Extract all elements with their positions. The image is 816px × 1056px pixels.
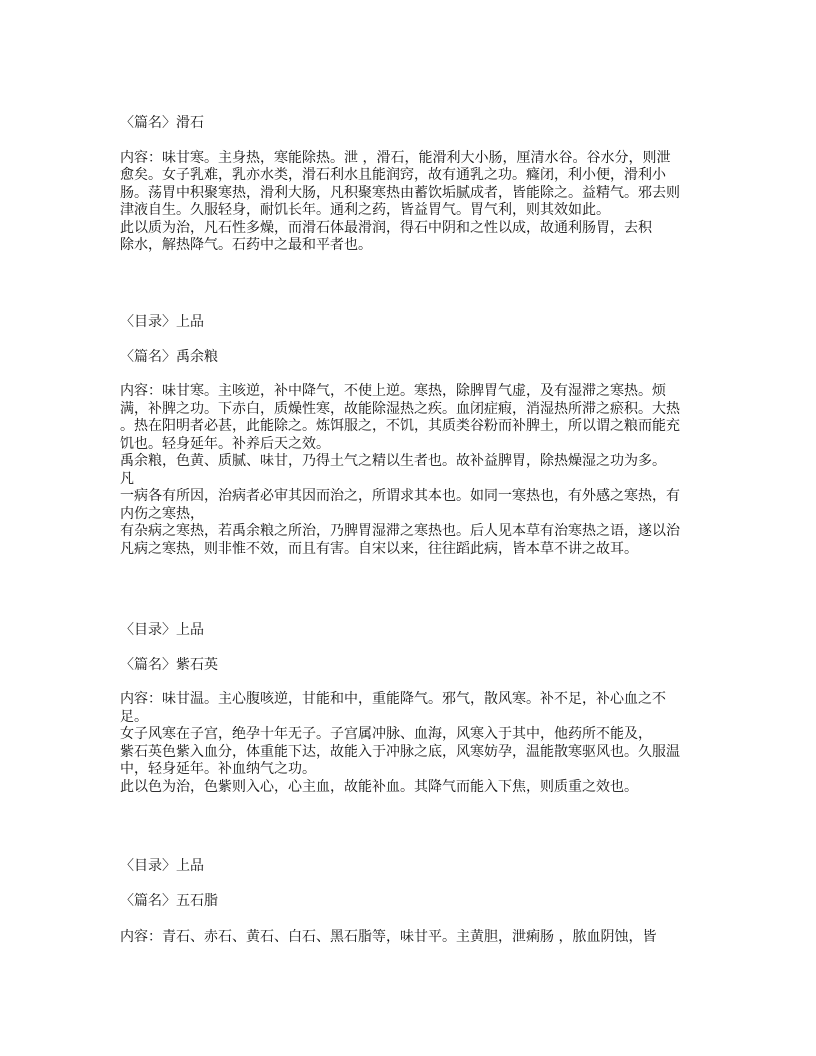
entry-catalog: 〈目录〉上品 xyxy=(120,622,204,638)
content-line: 内伤之寒热， xyxy=(120,505,204,522)
entry-title: 〈篇名〉禹余粮 xyxy=(120,348,218,365)
content-line: 。热在阳明者必甚，此能除之。炼饵服之，不饥，其质类谷粉而补脾土，所以谓之粮而能充 xyxy=(120,418,680,434)
content-line: 足。 xyxy=(120,708,148,725)
entry-catalog: 〈目录〉上品 xyxy=(120,314,204,330)
content-line: 内容：味甘温。主心腹咳逆，甘能和中，重能降气。邪气，散风寒。补不足，补心血之不 xyxy=(120,691,666,707)
entry-content xyxy=(120,691,720,796)
content-line: 满，补脾之功。下赤白，质燥性寒，故能除湿热之疾。血闭症瘕，消湿热所滞之瘀积。大热 xyxy=(120,400,680,417)
content-line: 紫石英色紫入血分，体重能下达，故能入于冲脉之底，风寒妨孕，温能散寒驱风也。久服温 xyxy=(120,743,680,760)
content-line: 禹余粮，色黄、质腻、味甘，乃得土气之精以生者也。故补益脾胃，除热燥湿之功为多。 xyxy=(120,453,666,469)
entry-content xyxy=(120,383,720,558)
content-line: 饥也。轻身延年。补养后天之效。 xyxy=(120,435,330,452)
content-line: 津液自生。久服轻身，耐饥长年。通利之药，皆益胃气。胃气利，则其效如此。 xyxy=(120,202,610,218)
content-line: 肠。荡胃中积聚寒热，滑利大肠，凡积聚寒热由蓄饮垢腻成者，皆能除之。益精气。邪去则 xyxy=(120,184,680,201)
content-line: 中，轻身延年。补血纳气之功。 xyxy=(120,761,316,777)
content-line: 此以质为治，凡石性多燥，而滑石体最滑润，得石中阴和之性以成，故通利肠胃，去积 xyxy=(120,219,652,236)
entry-yuyuliang xyxy=(120,314,720,558)
content-line: 内容：味甘寒。主身热，寒能除热。泄 ，滑石，能滑利大小肠，厘清水谷。谷水分，则泄 xyxy=(120,149,671,166)
content-line: 除水，解热降气。石药中之最和平者也。 xyxy=(120,237,372,253)
content-line: 内容：味甘寒。主咳逆，补中降气，不使上逆。寒热，除脾胃气虚，及有湿滞之寒热。烦 xyxy=(120,383,666,399)
content-line: 凡 xyxy=(120,470,134,487)
content-line: 凡病之寒热，则非惟不效，而且有害。自宋以来，往往蹈此病，皆本草不讲之故耳。 xyxy=(120,540,638,557)
entry-catalog: 〈目录〉上品 xyxy=(120,858,204,874)
entry-zishiying xyxy=(120,622,720,796)
entry-content xyxy=(120,150,720,255)
content-line: 女子风寒在子宫，绝孕十年无子。子宫属冲脉、血海，风寒入于其中，他药所不能及， xyxy=(120,726,652,742)
content-line: 此以色为治，色紫则入心，心主血，故能补血。其降气而能入下焦，则质重之效也。 xyxy=(120,778,638,795)
content-line: 有杂病之寒热，若禹余粮之所治，乃脾胃湿滞之寒热也。后人见本草有治寒热之语，遂以治 xyxy=(120,523,680,539)
content-line: 内容：青石、赤石、黄石、白石、黑石脂等，味甘平。主黄胆，泄痢肠 ，脓血阴蚀，皆 xyxy=(120,929,657,945)
entry-title: 〈篇名〉紫石英 xyxy=(120,656,218,673)
entry-wushizhi xyxy=(120,858,720,947)
entry-title: 〈篇名〉五石脂 xyxy=(120,892,218,909)
content-line: 愈矣。女子乳难，乳亦水类，滑石利水且能润窍，故有通乳之功。癃闭，利小便，滑利小 xyxy=(120,167,666,183)
content-line: 一病各有所因，治病者必审其因而治之，所谓求其本也。如同一寒热也，有外感之寒热，有 xyxy=(120,488,680,504)
entry-title: 〈篇名〉滑石 xyxy=(120,115,204,131)
entry-huashi xyxy=(120,115,720,255)
entry-content xyxy=(120,929,720,947)
